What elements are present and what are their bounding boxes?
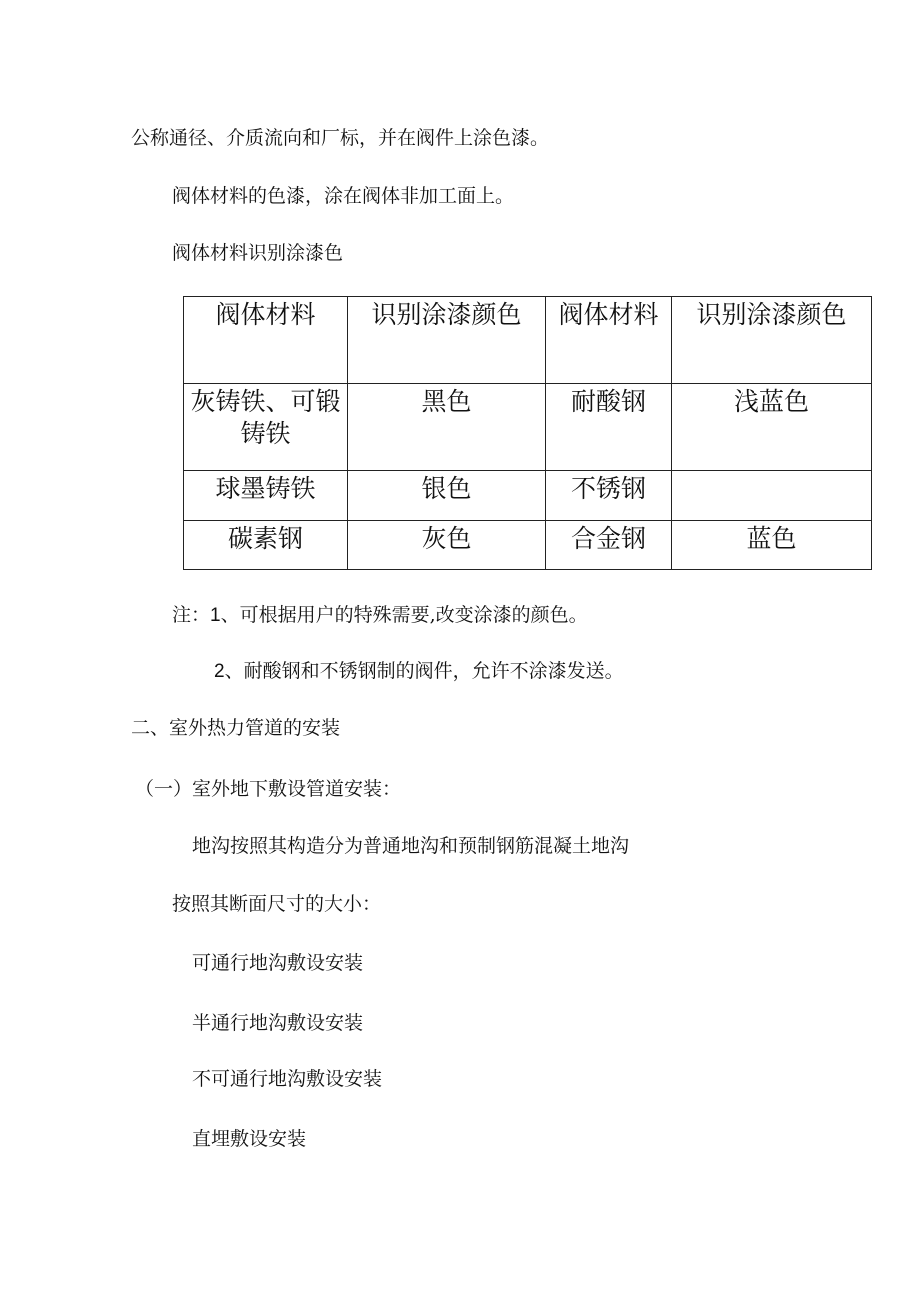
- paragraph-1: 地沟按照其构造分为普通地沟和预制钢筋混凝土地沟: [192, 835, 630, 857]
- header-cell: 识别涂漆颜色: [672, 297, 872, 384]
- table-row: [184, 384, 872, 471]
- table-cell: 灰色: [348, 521, 546, 570]
- table-cell: [672, 471, 872, 521]
- paint-color-table: [183, 296, 872, 570]
- table-cell: 银色: [348, 471, 546, 521]
- intro-line-2: 阀体材料的色漆，涂在阀体非加工面上。: [172, 185, 515, 207]
- header-cell: 阀体材料: [184, 297, 348, 384]
- table-header-row: [184, 297, 872, 384]
- table-cell: 黑色: [348, 384, 546, 471]
- note-2-number: 2: [214, 661, 225, 682]
- note-2-text: 、耐酸钢和不锈钢制的阀件，允许不涂漆发送。: [224, 660, 624, 682]
- table-cell: 蓝色: [672, 521, 872, 570]
- table-row: [184, 471, 872, 521]
- paragraph-2: 按照其断面尺寸的大小：: [172, 893, 382, 915]
- note-2: [214, 660, 624, 683]
- table-cell: 耐酸钢: [546, 384, 672, 471]
- list-item: 不可通行地沟敷设安装: [192, 1068, 383, 1090]
- section-subheading: （一）室外地下敷设管道安装：: [135, 778, 402, 800]
- note-1: [172, 604, 588, 627]
- section-heading: 二、室外热力管道的安装: [131, 717, 341, 739]
- table-cell: 球墨铸铁: [184, 471, 348, 521]
- note-prefix: 注：: [172, 604, 211, 626]
- list-item: 可通行地沟敷设安装: [192, 952, 364, 974]
- note-1-number: 1: [210, 605, 221, 626]
- note-1-text: 、可根据用户的特殊需要,改变涂漆的颜色。: [220, 604, 588, 626]
- intro-line-1: 公称通径、介质流向和厂标，并在阀件上涂色漆。: [131, 127, 550, 149]
- table-cell: 合金钢: [546, 521, 672, 570]
- header-cell: 识别涂漆颜色: [348, 297, 546, 384]
- list-item: 半通行地沟敷设安装: [192, 1012, 364, 1034]
- table-cell: 浅蓝色: [672, 384, 872, 471]
- table-cell: 不锈钢: [546, 471, 672, 521]
- list-item: 直埋敷设安装: [192, 1128, 307, 1150]
- table-cell: 灰铸铁、可锻铸铁: [184, 384, 348, 471]
- table-row: [184, 521, 872, 570]
- table-caption: 阀体材料识别涂漆色: [172, 242, 344, 264]
- table-cell: 碳素钢: [184, 521, 348, 570]
- header-cell: 阀体材料: [546, 297, 672, 384]
